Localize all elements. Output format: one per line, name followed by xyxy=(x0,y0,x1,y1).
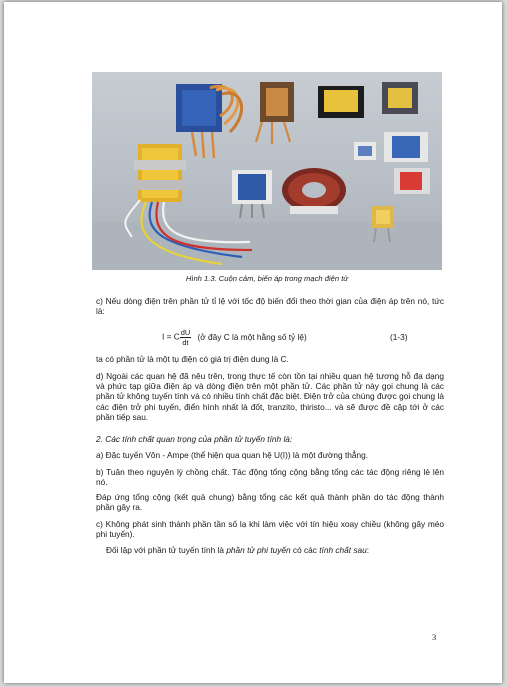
equation-label: (1-3) xyxy=(390,332,408,342)
paragraph-d-nonlinear: d) Ngoài các quan hệ đã nêu trên, trong thực tế còn tồn tại nhiều quan hệ tương hỗ đa dạng và phức tạp giữa điện áp và dòng điện trên một phần tử. Các phần tử này gọi chung là các phần tử không tuyến tính và có nhiều tính chất đặc biệt. Điện trở của chúng được gọi chung là các điện trở phi tuyến, điển hình nhất là đốt, tranzito, thiristo... và sẽ được đề cập tới ở các phần tiếp sau. xyxy=(96,371,444,422)
equation-numerator: dU xyxy=(180,328,191,337)
figure-photo-inductors-transformers xyxy=(92,72,442,270)
equation-fraction xyxy=(180,328,191,347)
paragraph-nonlinear-properties xyxy=(106,545,444,555)
paragraph-last-end: : xyxy=(366,545,370,555)
paragraph-c-no-distortion: c) Không phát sinh thành phần tần số lạ khi làm việc với tín hiệu xoay chiều (không gây méo phi tuyến). xyxy=(96,519,444,540)
paragraph-last-mid: có các xyxy=(290,545,320,555)
equation-lhs: I = C xyxy=(162,331,180,342)
section-heading-2: 2. Các tính chất quan trọng của phần tử tuyến tính là: xyxy=(96,434,293,444)
transformer-photo-illustration xyxy=(92,72,442,270)
equation-1-3 xyxy=(162,328,307,347)
paragraph-b-superposition: b) Tuân theo nguyên lý chồng chất. Tác động tổng cộng bằng tổng các tác động riêng lẻ lên nó. xyxy=(96,467,444,488)
figure-caption: Hình 1.3. Cuộn cảm, biến áp trong mạch điện tử xyxy=(185,274,349,283)
paragraph-last-italic-1: phần tử phi tuyến xyxy=(226,545,291,555)
equation-note: (ở đây C là một hằng số tỷ lệ) xyxy=(197,331,307,342)
paragraph-total-response: Đáp ứng tổng cộng (kết quả chung) bằng tổng các kết quả thành phần do tác động thành phần gây ra. xyxy=(96,492,444,513)
paragraph-last-prefix: Đối lập với phần tử tuyến tính là xyxy=(106,545,227,555)
paragraph-last-italic-2: tính chất sau xyxy=(319,545,367,555)
paragraph-capacitor: ta có phần tử là một tụ điện có giá trị điện dung là C. xyxy=(96,354,289,364)
equation-denominator: dt xyxy=(182,338,189,347)
document-page xyxy=(4,2,502,683)
paragraph-a-characteristic: a) Đặc tuyến Vôn - Ampe (thể hiện qua quan hệ U(I)) là một đường thẳng. xyxy=(96,450,369,460)
paragraph-c-intro: c) Nếu dòng điện trên phần tử tỉ lệ với tốc độ biến đổi theo thời gian của điện áp trên nó, tức là: xyxy=(96,296,444,317)
page-number: 3 xyxy=(432,632,437,642)
